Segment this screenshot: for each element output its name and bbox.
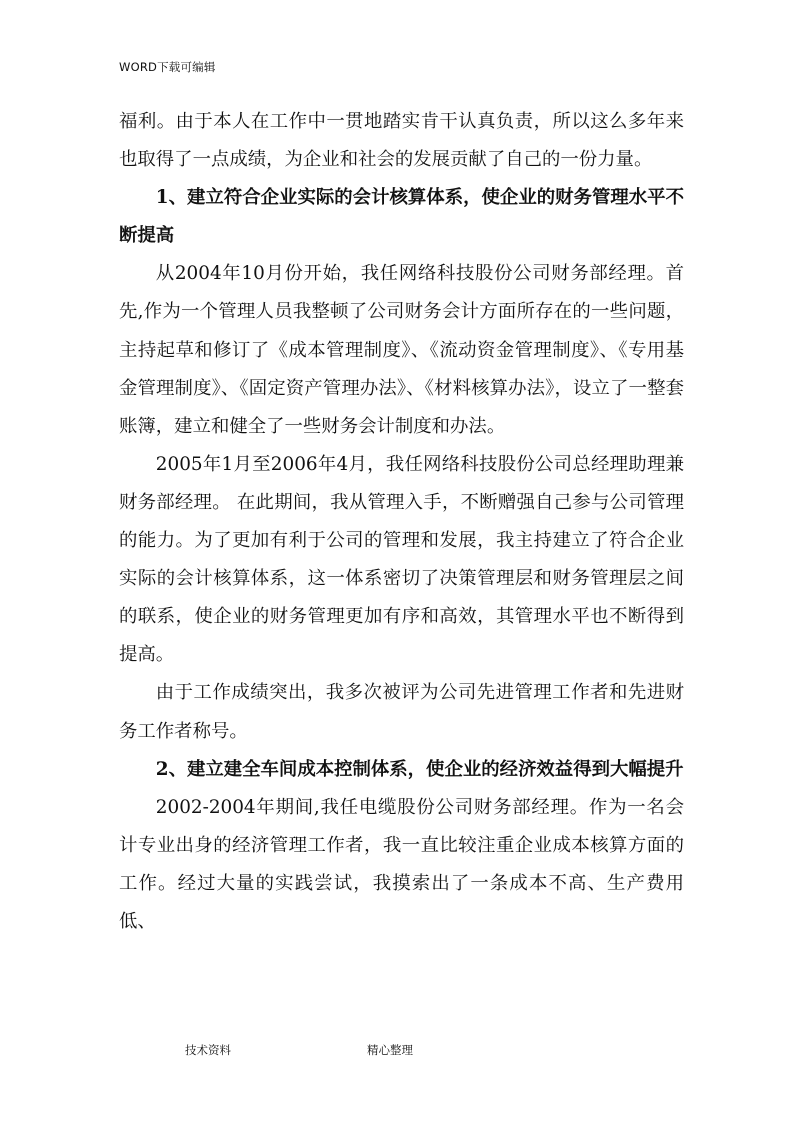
paragraph-2005: 2005年1月至2006年4月，我任网络科技股份公司总经理助理兼财务部经理。 在此期间，我从管理入手，不断赠强自己参与公司管理的能力。为了更加有利于公司的管理和发展，我主持建立了符合企业实际的会计核算体系，这一体系密切了决策管理层和财务管理层之间的联系，使企业的财务管理更加有序和高效，其管理水平也不断得到提高。 bbox=[119, 453, 684, 666]
section-heading-1: 1、建立符合企业实际的会计核算体系，使企业的财务管理水平不断提高 bbox=[119, 187, 684, 247]
footer-left-label: 技术资料 bbox=[185, 1043, 231, 1057]
paragraph-continuation: 福利。由于本人在工作中一贯地踏实肯干认真负责，所以这么多年来也取得了一点成绩，为企业和社会的发展贡献了自己的一份力量。 bbox=[119, 111, 684, 171]
section-heading-2: 2、建立建全车间成本控制体系，使企业的经济效益得到大幅提升 bbox=[155, 758, 684, 780]
footer-right-label: 精心整理 bbox=[367, 1043, 413, 1057]
paragraph-awards: 由于工作成绩突出，我多次被评为公司先进管理工作者和先进财务工作者称号。 bbox=[119, 682, 684, 742]
paragraph-2004: 从2004年10月份开始，我任网络科技股份公司财务部经理。首先,作为一个管理人员我整顿了公司财务会计方面所存在的一些问题，主持起草和修订了《成本管理制度》、《流动资金管理制度》、《专用基金管理制度》、《固定资产管理办法》、《材料核算办法》，设立了一整套账簿，建立和健全了一些财务会计制度和办法。 bbox=[119, 263, 684, 437]
paragraph-2002: 2002-2004年期间,我任电缆股份公司财务部经理。作为一名会计专业出身的经济管理工作者，我一直比较注重企业成本核算方面的工作。经过大量的实践尝试，我摸索出了一条成本不高、生产费用低、 bbox=[119, 796, 684, 932]
document-body bbox=[119, 103, 684, 941]
page-header: WORD下载可编辑 bbox=[119, 60, 216, 74]
